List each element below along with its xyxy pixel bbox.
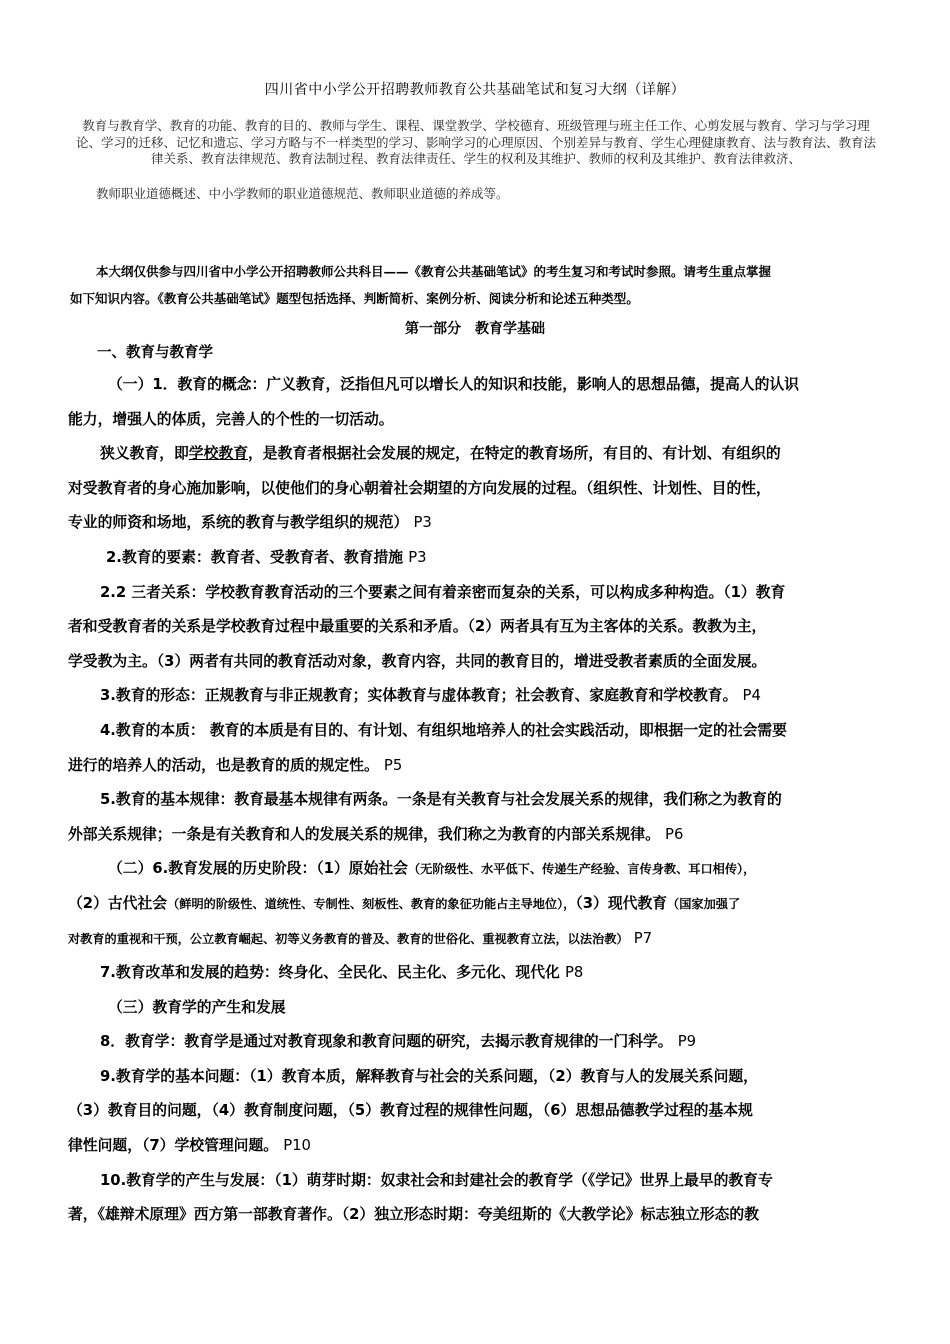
body-line: 10.教育学的产生与发展：（1）萌芽时期：奴隶社会和封建社会的教育学（《学记》世界上最早的教育专 [100,1171,773,1189]
body-line: 学受教为主。（3）两者有共同的教育活动对象，教育内容，共同的教育目的，增进受教者素质的全面发展。 [68,652,767,670]
underlined-term: 学校教育 [188,445,248,463]
body-line [68,437,882,472]
body-line: 4.教育的本质： 教育的本质是有目的、有计划、有组织地培养人的社会实践活动，即根据一定的社会需要 [100,721,787,739]
intro-line: 本大纲仅供参与四川省中小学公开招聘教师公共科目——《教育公共基础笔试》的考生复习和考试时参照。请考生重点掌握 [96,264,772,279]
topic-summary-ethics: 教师职业道德概述、中小学教师的职业道德规范、教师职业道德的养成等。 [96,186,509,201]
body-line [68,1025,882,1060]
body-line [68,1129,882,1164]
page-ref: P9 [677,1033,697,1051]
syllabus-intro [70,258,882,312]
document-title: 四川省中小学公开招聘教师教育公共基础笔试和复习大纲（详解） [264,82,686,98]
body-line: 9.教育学的基本问题：（1）教育本质，解释教育与社会的关系问题，（2）教育与人的发展关系问题， [100,1067,758,1085]
text: 外部关系规律；一条是有关教育和人的发展关系的规律，我们称之为教育的内部关系规律。 [68,825,660,843]
body-line: 者和受教育者的关系是学校教育过程中最重要的关系和矛盾。（2）两者具有互为主客体的关系。教教为主， [68,618,767,636]
small-note: （国家加强了 [667,896,741,911]
body-line: 能力，增强人的体质，完善人的个性的一切活动。 [68,410,394,428]
text: 3.教育的形态：正规教育与非正规教育；实体教育与虚体教育；社会教育、家庭教育和学校教育。 [100,687,738,705]
page-ref: P3 [413,514,432,532]
body-text [68,368,882,1233]
body-line [68,852,882,887]
text: 进行的培养人的活动，也是教育的质的规定性。 [68,756,379,774]
page-ref: P4 [742,687,761,705]
text: （3）现代教育 [575,894,668,912]
body-line: （3）教育目的问题，（4）教育制度问题，（5）教育过程的规律性问题，（6）思想品德教学过程的基本规 [68,1102,753,1120]
page-ref: P6 [665,825,684,843]
text: 2.教育的要素：教育者、受教育者、教育措施 [106,548,404,566]
topic-summary: 教育与教育学、教育的功能、教育的目的、教师与学生、课程、课堂教学、学校德育、班级管理与班主任工作、心剪发展与教育、学习与学习理论、学习的迁移、记忆和遗忘、学习方略与不一样类型的学习、影响学习的心理原因、个别差异与教育、学生心理健康教育、法与教育法、教育法律关系、教育法律规范、教育法制过程、教育法律责任、学生的权利及其维护、教师的权利及其维护、教育法律救济、 [75,118,876,166]
page-ref: P5 [383,756,403,774]
text: ，是教育者根据社会发展的规定，在特定的教育场所，有目的、有计划、有组织的 [248,445,781,463]
body-line [68,956,882,991]
small-note: （鲜明的阶级性、道统性、专制性、刻板性、教育的象征功能占主导地位）， [167,896,576,911]
body-line: （一）1．教育的概念：广义教育，泛指但凡可以增长人的知识和技能，影响人的思想品德，提高人的认识 [108,376,799,393]
body-line [68,818,882,853]
body-line [68,749,882,784]
page-ref: P3 [408,548,427,566]
small-note: 对教育的重视和干预，公立教育崛起、初等义务教育的普及、教育的世俗化、重视教育立法，以法治教） [68,931,629,946]
body-line [68,506,882,541]
intro-line: 如下知识内容。《教育公共基础笔试》题型包括选择、判断简析、案例分析、阅读分析和论述五种类型。 [70,291,639,306]
section-heading: 一、教育与教育学 [97,345,213,361]
page-ref: P10 [283,1137,311,1155]
text: 律性问题，（7）学校管理问题。 [68,1137,279,1155]
body-line: 对受教育者的身心施加影响，以使他们的身心朝着社会期望的方向发展的过程。（组织性、计划性、目的性， [68,479,771,497]
text: 专业的师资和场地，系统的教育与教学组织的规范） [68,514,409,532]
body-line [68,922,882,957]
body-line: 5.教育的基本规律：教育最基本规律有两条。一条是有关教育与社会发展关系的规律，我们称之为教育的 [100,791,782,809]
text: 7.教育改革和发展的趋势：终身化、全民化、民主化、多元化、现代化 [100,964,560,982]
text: 8．教育学：教育学是通过对教育现象和教育问题的研究，去揭示教育规律的一门科学。 [100,1033,673,1051]
body-line: 2.2 三者关系：学校教育教育活动的三个要素之间有着亲密而复杂的关系，可以构成多种构造。（1）教育 [100,583,786,601]
small-note: （无阶级性、水平低下、传递生产经验、言传身教、耳口相传）， [407,862,756,877]
body-line [68,887,882,922]
body-line: 著，《雄辩术原理》西方第一部教育著作。（2）独立形态时期：夸美纽斯的《大教学论》标志独立形态的教 [68,1206,759,1224]
page-ref: P7 [633,929,653,947]
page-ref: P8 [564,964,584,982]
body-line [68,541,882,576]
body-line [68,679,882,714]
text: （2）古代社会 [68,894,168,912]
text: （二）6.教育发展的历史阶段：（1）原始社会 [108,860,408,878]
text: 狭义教育，即 [100,445,189,463]
part-title: 第一部分 教育学基础 [405,321,545,337]
subsection-heading: （三）教育学的产生和发展 [108,998,286,1016]
